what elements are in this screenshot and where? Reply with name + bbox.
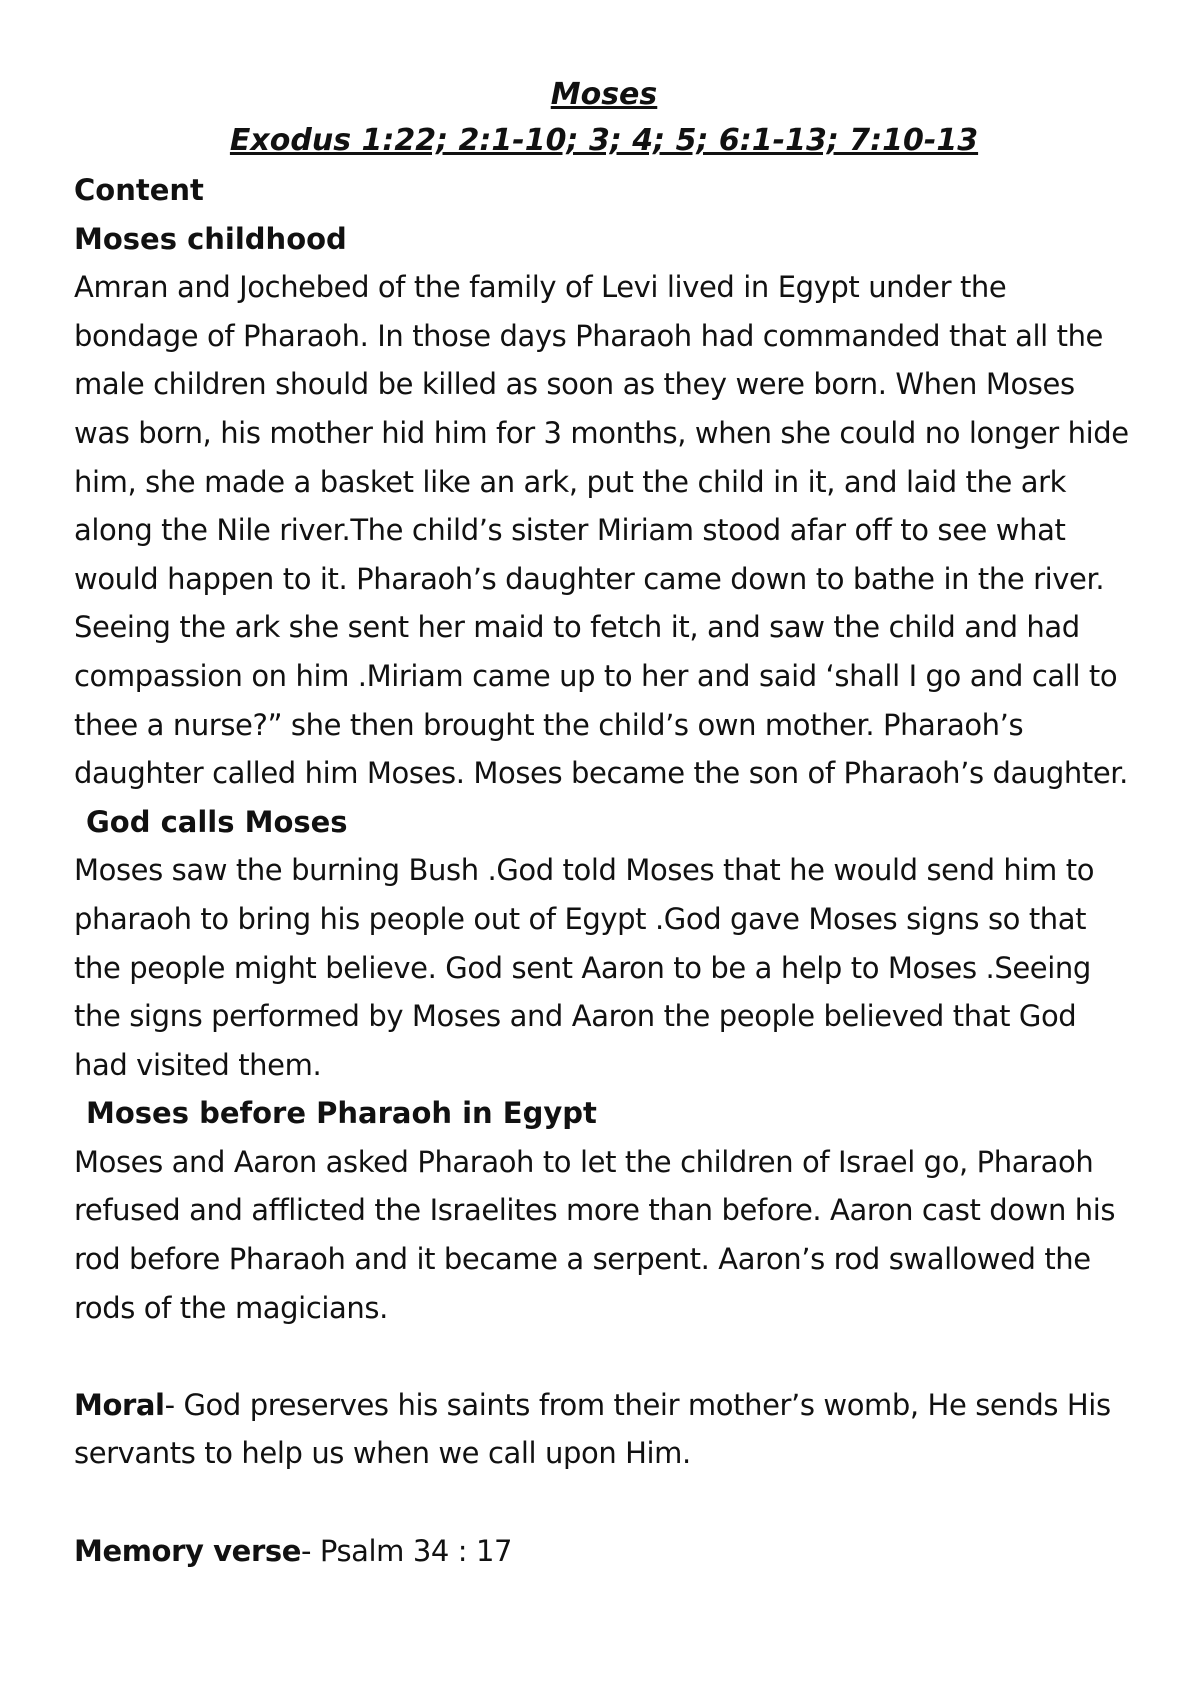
spacer — [74, 1478, 1134, 1527]
memory-verse-text: - Psalm 34 : 17 — [300, 1533, 513, 1568]
document-page — [74, 72, 1134, 1575]
moral-text: - God preserves his saints from their mother’s womb, He sends His servants to help us when we call upon Him. — [74, 1387, 1111, 1471]
scripture-reference: Exodus 1:22; 2:1-10; 3; 4; 5; 6:1-13; 7:10-13 — [229, 123, 979, 158]
content-heading: Content — [74, 173, 204, 207]
moral-paragraph — [74, 1381, 1134, 1478]
memory-verse-label: Memory verse — [74, 1533, 301, 1568]
memory-verse-paragraph — [74, 1527, 1134, 1576]
section-text-before-pharaoh: Moses and Aaron asked Pharaoh to let the children of Israel go, Pharaoh refused and afflicted the Israelites more than before. Aaron cast down his rod before Pharaoh and it became a serpent. Aaron’s rod swallowed the rods of the magicians. — [74, 1144, 1116, 1325]
section-heading-before-pharaoh: Moses before Pharaoh in Egypt — [86, 1096, 597, 1131]
document-title: Moses — [550, 77, 658, 112]
section-text-childhood: Amran and Jochebed of the family of Levi lived in Egypt under the bondage of Pharaoh. In those days Pharaoh had commanded that all the male children should be killed as soon as they were born. When Moses was born, his mother hid him for 3 months, when she could no longer hide him, she made a basket like an ark, put the child in it, and laid the ark along the Nile river.The child’s sister Miriam stood afar off to see what would happen to it. Pharaoh’s daughter came down to bathe in the river. Seeing the ark she sent her maid to fetch it, and saw the child and had compassion on him .Miriam came up to her and said ‘shall I go and call to thee a nurse?” she then brought the child’s own mother. Pharaoh’s daughter called him Moses. Moses became the son of Pharaoh’s daughter. — [74, 270, 1129, 791]
spacer — [74, 1332, 1134, 1381]
section-heading-god-calls: God calls Moses — [86, 804, 348, 839]
moral-label: Moral — [74, 1387, 165, 1422]
section-heading-childhood: Moses childhood — [74, 221, 347, 256]
section-text-god-calls: Moses saw the burning Bush .God told Moses that he would send him to pharaoh to bring his people out of Egypt .God gave Moses signs so that the people might believe. God sent Aaron to be a help to Moses .Seeing the signs performed by Moses and Aaron the people believed that God had visited them. — [74, 853, 1095, 1082]
